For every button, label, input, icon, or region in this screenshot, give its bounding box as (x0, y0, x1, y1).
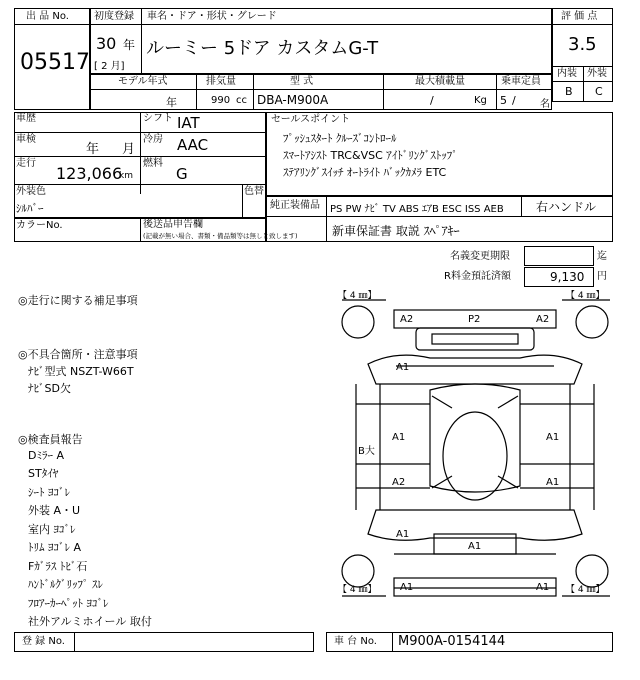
recycle-unit: 円 (597, 271, 607, 282)
ext-color-value: ｼﾙﾊﾞｰ (16, 202, 44, 215)
capacity-unit: 名 (540, 99, 550, 110)
interior-grade: B (565, 85, 573, 98)
damage-mark-front-door-left: A1 (392, 432, 406, 443)
color-change-label: 色替 (244, 186, 264, 197)
lot-number: 05517 (20, 50, 90, 75)
equipment-label: 純正装備品 (270, 200, 320, 211)
mileage-value: 123,066 (56, 164, 123, 183)
aftermarket-label: 後送品申告欄 (143, 219, 203, 230)
max-load-label: 最大積載量 (415, 76, 465, 87)
inspector-title: ◎検査員報告 (18, 433, 83, 446)
damage-mark-pillar: B大 (358, 446, 375, 457)
inspection-month-unit: 月 (122, 142, 136, 157)
recycle-value: 9,130 (550, 270, 585, 284)
displacement-label: 排気量 (206, 76, 236, 87)
reg-no-label: 登 録 No. (22, 636, 65, 647)
displacement-value: 990 (211, 95, 231, 106)
type-label: 型 式 (290, 76, 314, 87)
tire-depth-label: 【 4 ㎜】 (566, 585, 605, 595)
history-label: 車歴 (16, 113, 36, 124)
inspector-line: ﾄﾘﾑ ﾖｺﾞﾚ A (28, 541, 82, 554)
lot-label: 出 品 No. (26, 11, 69, 22)
first-reg-label: 初度登録 (94, 11, 134, 22)
damage-mark-front-door-right: A1 (546, 432, 560, 443)
max-load-value: / (430, 94, 434, 107)
name-change-box (524, 246, 594, 266)
first-reg-year-unit: 年 (123, 38, 136, 52)
recycle-label: R料金預託済額 (444, 271, 511, 282)
damage-mark-rear-bumper-left: A1 (400, 582, 414, 593)
ac-value: AAC (177, 136, 209, 154)
inspector-line: 外装 A・U (28, 504, 81, 517)
interior-label: 内装 (557, 68, 577, 79)
shift-label: シフト (143, 113, 173, 124)
sales-point-line: ｽﾃｱﾘﾝｸﾞｽｲｯﾁ ｵｰﾄﾗｲﾄ ﾊﾞｯｸｶﾒﾗ ETC (283, 166, 447, 179)
inspection-year-unit: 年 (86, 142, 100, 157)
car-name-label: 車名・ドア・形状・グレード (147, 11, 277, 22)
max-load-unit: Kg (474, 95, 487, 106)
tire-depth-label: 【 4 ㎜】 (338, 291, 377, 301)
first-reg-month: [ 2 月] (94, 61, 125, 72)
driving-notes-title: ◎走行に関する補足事項 (18, 294, 138, 307)
mileage-unit: km (119, 171, 133, 181)
tire-depth-label: 【 4 ㎜】 (566, 291, 605, 301)
model-code: DBA-M900A (257, 93, 329, 107)
inspector-line: Fｶﾞﾗｽ ﾄﾋﾞ石 (28, 560, 88, 573)
inspector-line: ｼｰﾄ ﾖｺﾞﾚ (28, 486, 70, 499)
car-damage-diagram (334, 288, 616, 628)
warranty-items: 新車保証書 取説 ｽﾍﾟｱｷｰ (332, 224, 460, 238)
chassis-label: 車 台 No. (334, 636, 377, 647)
sales-points-title: セールスポイント (271, 114, 351, 125)
mileage-label: 走行 (16, 158, 36, 169)
damage-mark-front-bumper-left: A2 (400, 314, 414, 325)
exterior-grade: C (595, 85, 603, 98)
inspector-line: 室内 ﾖｺﾞﾚ (28, 523, 76, 536)
capacity-label: 乗車定員 (501, 76, 541, 87)
capacity-slash: / (512, 94, 516, 107)
sales-point-line: ﾌﾟｯｼｭｽﾀｰﾄ ｸﾙｰｽﾞｺﾝﾄﾛｰﾙ (283, 132, 397, 145)
equipment-items: PS PW ﾅﾋﾞ TV ABS ｴｱB ESC ISS AEB (330, 204, 504, 215)
damage-mark-rear-fender-left: A1 (396, 529, 410, 540)
name-change-label: 名義変更期限 (450, 251, 510, 262)
model-year-unit: 年 (166, 96, 177, 109)
inspection-label: 車検 (16, 134, 36, 145)
inspector-line: ﾊﾝﾄﾞﾙｸﾞﾘｯﾌﾟ ｽﾚ (28, 578, 103, 591)
inspector-line: 社外アルミホイール 取付 (28, 615, 152, 628)
inspector-line: ﾌﾛｱｰｶｰﾍﾟｯﾄ ﾖｺﾞﾚ (28, 597, 109, 610)
color-no-label: カラーNo. (16, 220, 63, 231)
ac-label: 冷房 (143, 134, 163, 145)
fuel-label: 燃料 (143, 158, 163, 169)
fuel-value: G (176, 165, 188, 183)
exterior-label: 外装 (587, 68, 607, 79)
car-name: ルーミー 5ドア カスタムG-T (146, 38, 379, 59)
name-change-unit: 迄 (597, 251, 607, 262)
tire-depth-label: 【 4 ㎜】 (338, 585, 377, 595)
ext-color-label: 外装色 (16, 186, 46, 197)
damage-mark-front-bumper-right: A2 (536, 314, 550, 325)
first-reg-year: 30 (96, 34, 117, 53)
chassis-number: M900A-0154144 (398, 634, 506, 649)
shift-value: IAT (177, 114, 200, 132)
aftermarket-note: (記載が無い場合、書類・備品類等は無しと致します) (143, 232, 298, 240)
capacity-value: 5 (500, 94, 507, 107)
damage-mark-front-bumper-center: P2 (468, 314, 481, 325)
displacement-unit: cc (236, 95, 247, 106)
rating-label: 評 価 点 (561, 11, 598, 22)
damage-mark-front-fender-left: A1 (396, 362, 410, 373)
defect-line: ﾅﾋﾞSD欠 (28, 382, 71, 395)
defects-title: ◎不具合箇所・注意事項 (18, 348, 138, 361)
damage-mark-rear-panel: A1 (468, 541, 482, 552)
steering-value: 右ハンドル (536, 200, 597, 214)
inspector-line: Dﾐﾗｰ A (28, 449, 64, 462)
damage-mark-rear-door-left: A2 (392, 477, 406, 488)
inspector-line: STﾀｲﾔ (28, 467, 59, 480)
sales-point-line: ｽﾏｰﾄｱｼｽﾄ TRC&VSC ｱｲﾄﾞﾘﾝｸﾞｽﾄｯﾌﾟ (283, 149, 458, 162)
defect-line: ﾅﾋﾞ型式 NSZT-W66T (28, 365, 134, 378)
model-year-label: モデル年式 (118, 76, 168, 87)
damage-mark-rear-door-right: A1 (546, 477, 560, 488)
rating-value: 3.5 (568, 34, 597, 55)
damage-mark-rear-bumper-right: A1 (536, 582, 550, 593)
